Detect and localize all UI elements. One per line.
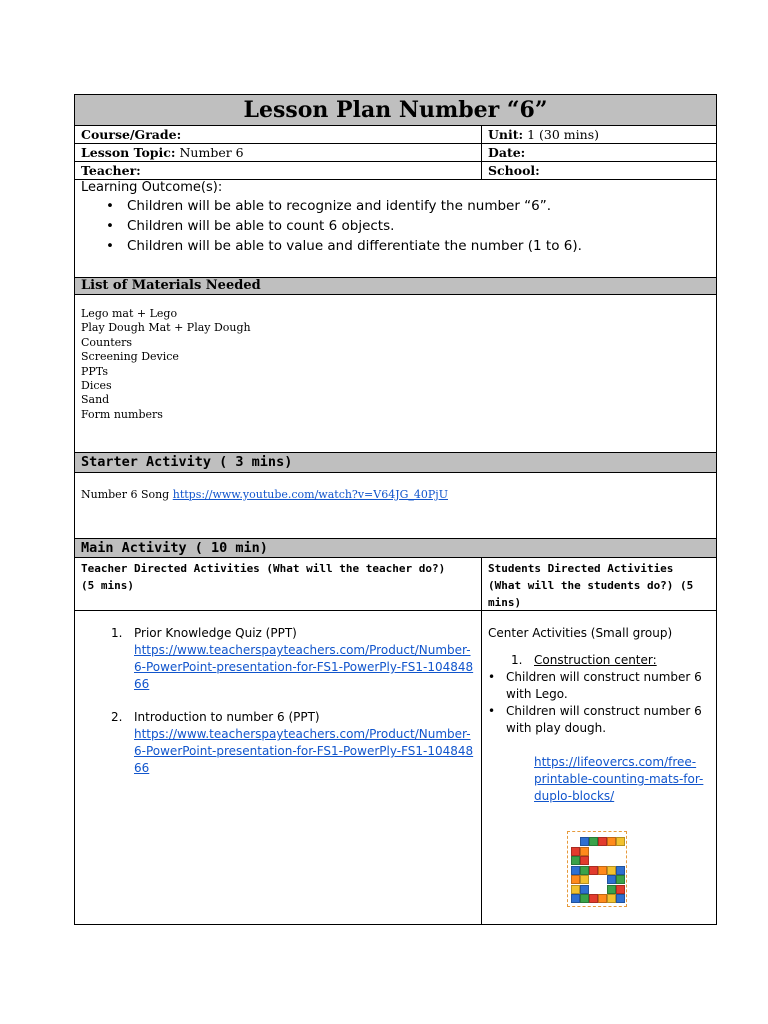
ppt-link[interactable]: https://www.teacherspayteachers.com/Product/Number-6-PowerPoint-presentation-for-FS1-PowerPly-FS1-10484866 xyxy=(134,727,474,775)
outcome-item: • Children will be able to count 6 objects. xyxy=(127,216,716,236)
lego-brick xyxy=(616,875,625,884)
course-label: Course/Grade: xyxy=(81,127,182,142)
main-body xyxy=(75,611,716,924)
school-label: School: xyxy=(488,163,540,178)
lego-number-six-image xyxy=(567,831,627,907)
lego-brick xyxy=(580,847,589,856)
lego-brick xyxy=(580,866,589,875)
material-item: Sand xyxy=(81,393,110,407)
lego-brick xyxy=(580,856,589,865)
date-label: Date: xyxy=(488,145,526,160)
material-item: PPTs xyxy=(81,364,108,378)
center-name: Construction center: xyxy=(534,653,657,667)
ppt-link[interactable]: https://www.teacherspayteachers.com/Product/Number-6-PowerPoint-presentation-for-FS1-PowerPly-FS1-10484866 xyxy=(134,643,474,691)
outcomes-label: Learning Outcome(s): xyxy=(81,180,223,195)
lego-brick xyxy=(589,894,598,903)
counting-mats-link[interactable]: https://lifeovercs.com/free-printable-counting-mats-for-duplo-blocks/ xyxy=(534,755,704,803)
item-number: 1. xyxy=(111,626,123,640)
lego-brick xyxy=(598,894,607,903)
material-item: Form numbers xyxy=(81,407,163,421)
outcome-item: • Children will be able to recognize and identify the number “6”. xyxy=(127,196,716,216)
center-bullet: • Children will construct number 6 with Lego. xyxy=(488,670,702,701)
page-title: Lesson Plan Number “6” xyxy=(75,95,716,126)
lego-brick xyxy=(580,837,589,846)
center-item xyxy=(488,652,710,669)
song-link[interactable]: https://www.youtube.com/watch?v=V64JG_40PjU xyxy=(172,488,448,501)
item-title: Introduction to number 6 (PPT) xyxy=(134,710,320,724)
lesson-plan-table xyxy=(74,94,717,925)
lego-brick xyxy=(607,885,616,894)
material-item: Counters xyxy=(81,335,133,349)
lego-brick xyxy=(580,875,589,884)
lego-brick xyxy=(607,894,616,903)
lego-brick xyxy=(589,866,598,875)
lego-brick xyxy=(598,866,607,875)
lego-brick xyxy=(580,885,589,894)
outcome-item: • Children will be able to value and differentiate the number (1 to 6). xyxy=(127,236,716,256)
outcomes-list xyxy=(81,196,716,256)
starter-heading: Starter Activity ( 3 mins) xyxy=(75,453,716,473)
lego-brick xyxy=(571,875,580,884)
teacher-item xyxy=(81,709,475,777)
learning-outcomes xyxy=(75,180,716,278)
starter-text: Number 6 Song xyxy=(81,488,173,501)
lego-brick xyxy=(616,894,625,903)
lego-brick xyxy=(607,866,616,875)
item-number: 2. xyxy=(111,710,123,724)
main-heading: Main Activity ( 10 min) xyxy=(75,539,716,558)
lego-brick xyxy=(598,837,607,846)
unit-label: Unit: xyxy=(488,127,524,142)
student-directed-heading: Students Directed Activities (What will the students do?) (5 mins) xyxy=(488,562,694,609)
topic-value: Number 6 xyxy=(175,145,244,160)
material-item: Dices xyxy=(81,379,112,393)
center-title: Center Activities (Small group) xyxy=(488,626,673,640)
center-bullet: • Children will construct number 6 with play dough. xyxy=(488,704,702,735)
lego-brick xyxy=(571,847,580,856)
item-title: Prior Knowledge Quiz (PPT) xyxy=(134,626,297,640)
topic-row xyxy=(75,144,716,162)
student-activities xyxy=(482,611,716,924)
lego-brick xyxy=(616,866,625,875)
teacher-row xyxy=(75,162,716,180)
lego-brick xyxy=(616,837,625,846)
lego-brick xyxy=(589,837,598,846)
topic-label: Lesson Topic: xyxy=(81,145,176,160)
lego-brick xyxy=(607,837,616,846)
materials-heading: List of Materials Needed xyxy=(75,278,716,295)
teacher-item xyxy=(81,625,475,693)
material-item: Screening Device xyxy=(81,350,179,364)
teacher-label: Teacher: xyxy=(81,163,141,178)
material-item: Lego mat + Lego xyxy=(81,307,178,320)
lego-brick xyxy=(571,856,580,865)
lego-brick xyxy=(616,885,625,894)
materials-list xyxy=(75,295,716,453)
teacher-directed-heading: Teacher Directed Activities (What will the teacher do?) (5 mins) xyxy=(75,558,482,610)
lego-brick xyxy=(571,894,580,903)
center-number: 1. xyxy=(511,653,523,667)
teacher-activities xyxy=(75,611,482,924)
unit-value: 1 (30 mins) xyxy=(523,127,599,142)
main-column-heads xyxy=(75,558,716,611)
lego-brick xyxy=(571,885,580,894)
lego-brick xyxy=(571,866,580,875)
course-row xyxy=(75,126,716,144)
material-item: Play Dough Mat + Play Dough xyxy=(81,321,251,335)
starter-body xyxy=(75,473,716,539)
lego-brick xyxy=(607,875,616,884)
lego-brick xyxy=(580,894,589,903)
